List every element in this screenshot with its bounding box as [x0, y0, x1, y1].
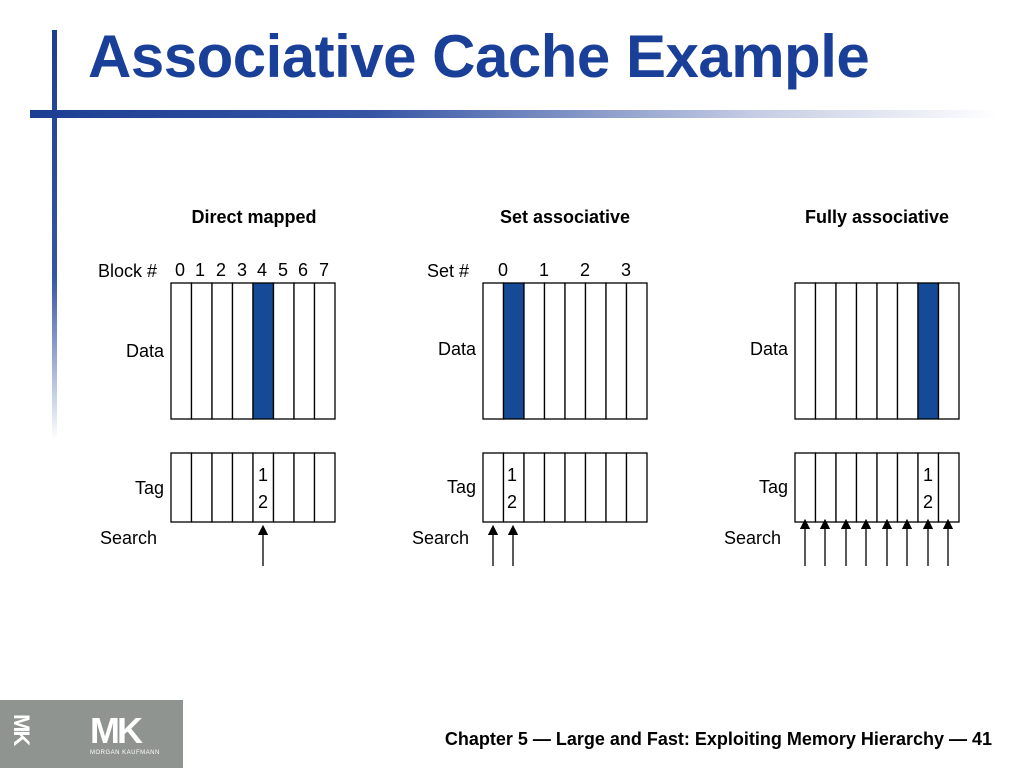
- tag-cell: [939, 453, 960, 522]
- set-number-2: 2: [579, 260, 591, 280]
- tag-cell: [606, 453, 627, 522]
- data-cell: [877, 283, 898, 419]
- search-label: Search: [411, 528, 469, 548]
- block-number-0: 0: [174, 260, 186, 280]
- panel-title-direct-mapped: Direct mapped: [191, 207, 317, 227]
- data-label: Data: [125, 341, 164, 361]
- set-number-0: 0: [497, 260, 509, 280]
- set-number-label: Set #: [426, 261, 469, 281]
- tag-cell: [294, 453, 315, 522]
- tag-cell: [192, 453, 213, 522]
- panel-set-associative: [412, 207, 647, 566]
- data-cell: [171, 283, 192, 419]
- data-array: [171, 283, 335, 419]
- tag-cell: [233, 453, 254, 522]
- tag-value-2: 2: [506, 492, 518, 512]
- tag-array: [795, 453, 959, 522]
- tag-array: [171, 453, 335, 522]
- tag-label: Tag: [758, 477, 788, 497]
- tag-value-2: 2: [922, 492, 934, 512]
- logo-subtitle: MORGAN KAUFMANN: [90, 750, 160, 756]
- data-cell: [836, 283, 857, 419]
- set-number-3: 3: [620, 260, 632, 280]
- data-cell: [274, 283, 295, 419]
- data-cell: [233, 283, 254, 419]
- tag-cell: [627, 453, 648, 522]
- data-cell: [816, 283, 837, 419]
- tag-label: Tag: [446, 477, 476, 497]
- data-cell-highlighted: [504, 283, 525, 419]
- tag-cell: [877, 453, 898, 522]
- tag-value-2: 2: [257, 492, 269, 512]
- data-label: Data: [437, 339, 476, 359]
- data-cell: [212, 283, 233, 419]
- tag-cell: [795, 453, 816, 522]
- block-number-4: 4: [256, 260, 268, 280]
- block-number-1: 1: [194, 260, 206, 280]
- tag-cell: [836, 453, 857, 522]
- search-label: Search: [723, 528, 781, 548]
- data-cell-highlighted: [253, 283, 274, 419]
- data-cell: [898, 283, 919, 419]
- panel-fully-associative: [724, 207, 959, 566]
- data-array: [483, 283, 647, 419]
- tag-cell: [545, 453, 566, 522]
- data-cell: [627, 283, 648, 419]
- tag-cell: [212, 453, 233, 522]
- block-number-5: 5: [277, 260, 289, 280]
- tag-cell: [857, 453, 878, 522]
- data-cell: [483, 283, 504, 419]
- data-label: Data: [749, 339, 788, 359]
- panel-title-fully-associative: Fully associative: [804, 207, 950, 227]
- data-cell: [586, 283, 607, 419]
- data-cell: [545, 283, 566, 419]
- tag-value-1: 1: [922, 465, 934, 485]
- data-cell: [795, 283, 816, 419]
- block-number-6: 6: [297, 260, 309, 280]
- tag-value-1: 1: [506, 465, 518, 485]
- data-cell-highlighted: [918, 283, 939, 419]
- logo-mark: MK: [90, 710, 140, 751]
- tag-cell: [586, 453, 607, 522]
- tag-cell: [816, 453, 837, 522]
- slide-title: Associative Cache Example: [88, 23, 870, 90]
- set-number-1: 1: [538, 260, 550, 280]
- panel-title-set-associative: Set associative: [499, 207, 631, 227]
- tag-value-1: 1: [257, 465, 269, 485]
- tag-cell: [483, 453, 504, 522]
- data-cell: [192, 283, 213, 419]
- data-cell: [565, 283, 586, 419]
- tag-cell: [315, 453, 336, 522]
- data-cell: [524, 283, 545, 419]
- block-number-7: 7: [318, 260, 330, 280]
- data-cell: [294, 283, 315, 419]
- block-number-label: Block #: [97, 261, 157, 281]
- data-cell: [857, 283, 878, 419]
- data-cell: [606, 283, 627, 419]
- tag-cell: [171, 453, 192, 522]
- tag-cell: [898, 453, 919, 522]
- tag-cell: [565, 453, 586, 522]
- block-number-2: 2: [215, 260, 227, 280]
- data-array: [795, 283, 959, 419]
- slide-footer: Chapter 5 — Large and Fast: Exploiting Memory Hierarchy — 41: [444, 729, 992, 749]
- data-cell: [939, 283, 960, 419]
- logo-mark-vertical: MK: [9, 714, 34, 745]
- data-cell: [315, 283, 336, 419]
- block-number-3: 3: [236, 260, 248, 280]
- search-label: Search: [99, 528, 157, 548]
- tag-cell: [274, 453, 295, 522]
- tag-label: Tag: [134, 478, 164, 498]
- publisher-logo: [0, 700, 183, 768]
- tag-cell: [524, 453, 545, 522]
- panel-direct-mapped: [98, 207, 335, 566]
